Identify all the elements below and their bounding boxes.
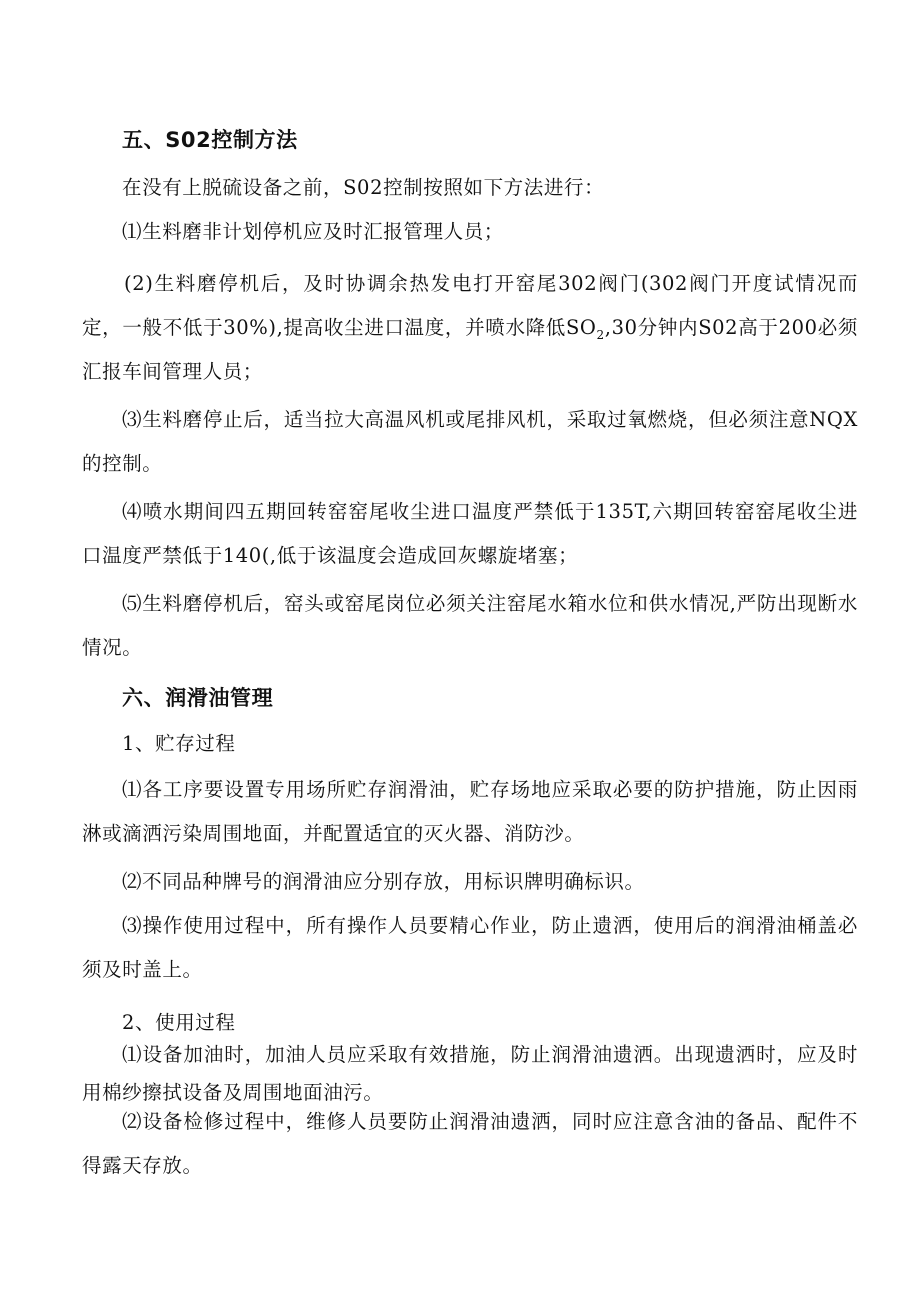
section5-item3: ⑶生料磨停止后，适当拉大高温风机或尾排风机，采取过氧燃烧，但必须注意NQX的控制。	[82, 408, 858, 475]
item2-text-b: ,30分钟内S02高于200必须汇报车间管理人员；	[82, 316, 858, 383]
section6-sub2-item2: ⑵设备检修过程中，维修人员要防止润滑油遗洒，同时应注意含油的备品、配件不得露天存放。	[82, 1110, 858, 1177]
section6-sub1-item3: ⑶操作使用过程中，所有操作人员要精心作业，防止遗洒，使用后的润滑油桶盖必须及时盖上。	[82, 914, 858, 981]
section6-sub2-item1: ⑴设备加油时，加油人员应采取有效措施，防止润滑油遗洒。出现遗洒时，应及时用棉纱擦拭设备及周围地面油污。	[82, 1043, 858, 1104]
section5-item5: ⑸生料磨停机后，窑头或窑尾岗位必须关注窑尾水箱水位和供水情况,严防出现断水情况。	[82, 592, 858, 659]
section6-heading: 六、润滑油管理	[122, 686, 274, 710]
item2-text-a: (2)生料磨停机后，及时协调余热发电打开窑尾302阀门(302阀门开度试情况而定，一般不低于30%),提高收尘进口温度，并喷水降低SO	[82, 272, 858, 339]
section6-sub1-item1: ⑴各工序要设置专用场所贮存润滑油，贮存场地应采取必要的防护措施，防止因雨淋或滴洒污染周围地面，并配置适宜的灭火器、消防沙。	[82, 778, 858, 845]
section6-sub2-title: 2、使用过程	[122, 1011, 236, 1034]
section6-sub1-item2: ⑵不同品种牌号的润滑油应分别存放，用标识牌明确标识。	[122, 870, 645, 893]
section5-item1: ⑴生料磨非计划停机应及时汇报管理人员；	[122, 220, 504, 243]
section5-intro: 在没有上脱硫设备之前，S02控制按照如下方法进行：	[122, 176, 605, 199]
section5-item4: ⑷喷水期间四五期回转窑窑尾收尘进口温度严禁低于135T,六期回转窑窑尾收尘进口温度严禁低于140(,低于该温度会造成回灰螺旋堵塞；	[82, 500, 858, 567]
item2-subscript: 2	[596, 327, 605, 342]
section5-heading: 五、S02控制方法	[122, 128, 298, 152]
section6-sub1-title: 1、贮存过程	[122, 732, 236, 755]
section5-item2	[82, 262, 858, 394]
